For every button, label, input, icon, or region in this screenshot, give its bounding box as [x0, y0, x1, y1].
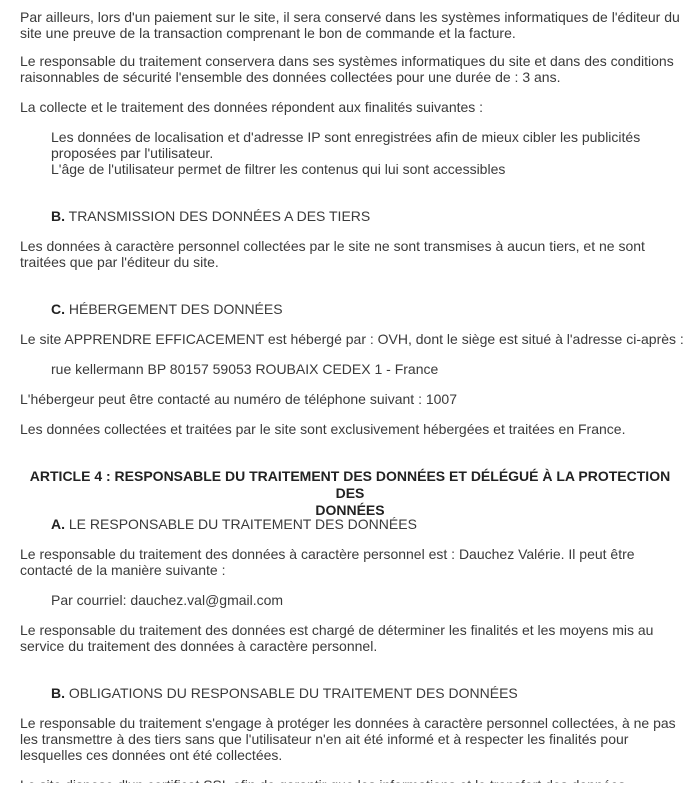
section-title: TRANSMISSION DES DONNÉES A DES TIERS: [68, 208, 371, 224]
paragraph-transmission-cont: traitées que par l'éditeur du site.: [20, 254, 219, 270]
purpose-item-age: L'âge de l'utilisateur permet de filtrer les contenus qui lui sont accessibles: [51, 161, 506, 177]
paragraph-obligations-end: lesquelles ces données ont été collectées.: [20, 747, 283, 763]
section-letter: B.: [51, 685, 65, 701]
section-heading-controller: [51, 516, 417, 533]
paragraph-hosting-location: Les données collectées et traitées par le site sont exclusivement hébergées et traitées en France.: [20, 421, 626, 437]
section-heading-transmission: [51, 208, 370, 225]
paragraph-retention: Le responsable du traitement conservera dans ses systèmes informatiques du site et dans des conditions: [20, 53, 674, 69]
section-letter: B.: [51, 208, 65, 224]
article-4-heading-line1: ARTICLE 4 : RESPONSABLE DU TRAITEMENT DES DONNÉES ET DÉLÉGUÉ À LA PROTECTION DES: [29, 468, 671, 501]
section-heading-obligations: [51, 685, 518, 702]
purpose-item-location-cont: proposées par l'utilisateur.: [51, 145, 214, 161]
paragraph-payment-proof-cont: site une preuve de la transaction comprenant le bon de commande et la facture.: [20, 25, 516, 41]
section-title: OBLIGATIONS DU RESPONSABLE DU TRAITEMENT DES DONNÉES: [68, 685, 518, 701]
section-title: LE RESPONSABLE DU TRAITEMENT DES DONNÉES: [68, 516, 417, 532]
contact-email: Par courriel: dauchez.val@gmail.com: [51, 592, 284, 608]
paragraph-host-phone: L'hébergeur peut être contacté au numéro de téléphone suivant : 1007: [20, 391, 457, 407]
page-bottom-edge: [0, 783, 700, 793]
paragraph-controller-role-cont: service du traitement des données à caractère personnel.: [20, 638, 378, 654]
section-letter: A.: [51, 516, 65, 532]
paragraph-controller-role: Le responsable du traitement des données est chargé de déterminer les finalités et les moyens mis au: [20, 622, 654, 638]
article-4-heading-line2: DONNÉES: [315, 502, 385, 518]
paragraph-obligations-cont: les transmettre à des tiers sans que l'utilisateur n'en ait été informé et à respecter les finalités pour: [20, 731, 629, 747]
section-letter: C.: [51, 301, 65, 317]
section-heading-hosting: [51, 301, 283, 318]
paragraph-payment-proof: Par ailleurs, lors d'un paiement sur le site, il sera conservé dans les systèmes informatiques de l'éditeur du: [20, 9, 680, 25]
article-4-heading: [20, 468, 680, 519]
paragraph-purposes-intro: La collecte et le traitement des données répondent aux finalités suivantes :: [20, 99, 484, 115]
paragraph-controller: Le responsable du traitement des données à caractère personnel est : Dauchez Valérie. Il peut être: [20, 546, 635, 562]
section-title: HÉBERGEMENT DES DONNÉES: [68, 301, 283, 317]
paragraph-transmission: Les données à caractère personnel collectées par le site ne sont transmises à aucun tiers, et ne sont: [20, 238, 645, 254]
host-address: rue kellermann BP 80157 59053 ROUBAIX CEDEX 1 - France: [51, 361, 439, 377]
purpose-item-location: Les données de localisation et d'adresse IP sont enregistrées afin de mieux cibler les publicités: [51, 129, 641, 145]
paragraph-controller-cont: contacté de la manière suivante :: [20, 562, 226, 578]
paragraph-host: Le site APPRENDRE EFFICACEMENT est hébergé par : OVH, dont le siège est situé à l'adresse ci-après :: [20, 331, 684, 347]
paragraph-obligations: Le responsable du traitement s'engage à protéger les données à caractère personnel collectées, à ne pas: [20, 715, 676, 731]
paragraph-retention-cont: raisonnables de sécurité l'ensemble des données collectées pour une durée de : 3 ans.: [20, 69, 561, 85]
